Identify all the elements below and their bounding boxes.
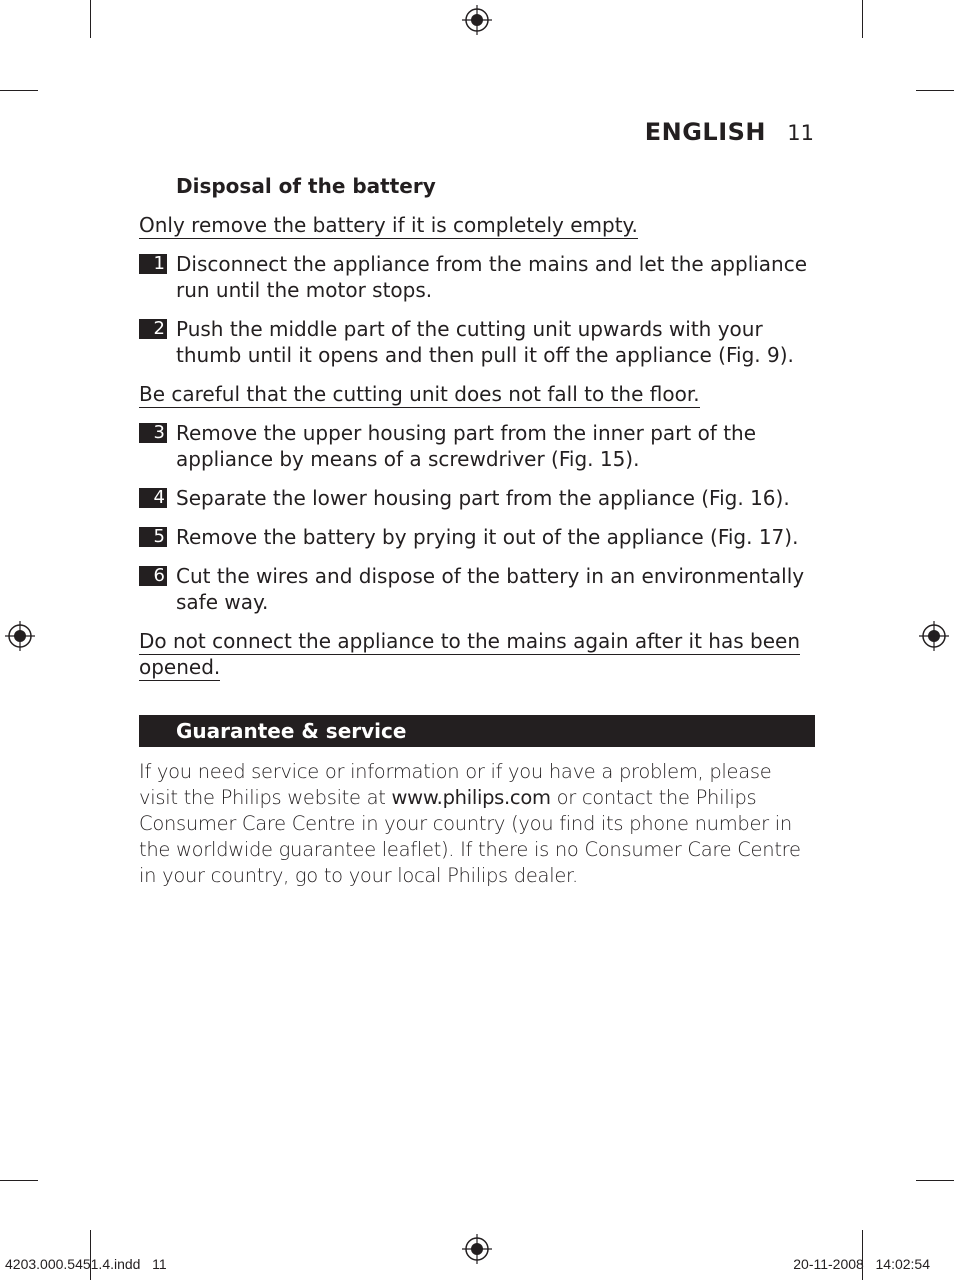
instruction-step: [139, 316, 815, 368]
instruction-step: [139, 485, 815, 511]
page-content: [139, 172, 815, 889]
step-number: 3: [139, 423, 167, 443]
crop-mark: [0, 90, 38, 91]
crop-mark: [90, 0, 91, 38]
crop-mark: [90, 1230, 91, 1280]
step-text: Disconnect the appliance from the mains and let the appliance run until the motor stops.: [176, 252, 808, 302]
step-text: Cut the wires and dispose of the battery in an environmentally safe way.: [176, 564, 805, 614]
guarantee-text-part: or contact the Philips Consumer Care Centre in your country (you find its phone number in the worldwide guarantee leaflet). If there is no Consumer Care Centre in your country, go to your local Philips dealer.: [139, 786, 801, 887]
guarantee-paragraph: [139, 759, 815, 889]
guarantee-text-part: If you need service or information or if you have a problem, please visit the Philips website at: [139, 760, 772, 809]
crop-mark: [916, 90, 954, 91]
registration-mark-icon: [462, 1234, 492, 1264]
registration-mark-icon: [462, 5, 492, 35]
crop-mark: [916, 1180, 954, 1181]
page-number: 11: [787, 121, 814, 145]
crop-mark: [862, 1230, 863, 1280]
crop-mark: [0, 1180, 38, 1181]
warning-note: Only remove the battery if it is completely empty.: [139, 213, 638, 237]
step-number: 1: [139, 254, 167, 274]
print-slug-datetime: 20-11-2008 14:02:54: [793, 1256, 930, 1272]
registration-mark-icon: [5, 621, 35, 651]
website-link[interactable]: www.philips.com: [391, 786, 551, 809]
step-number: 6: [139, 566, 167, 586]
warning-note: Do not connect the appliance to the mains again after it has been opened.: [139, 629, 800, 679]
crop-mark: [862, 0, 863, 38]
warning-note: Be careful that the cutting unit does not fall to the floor.: [139, 382, 700, 406]
step-text: Separate the lower housing part from the appliance (Fig. 16).: [176, 486, 790, 510]
registration-mark-icon: [919, 621, 949, 651]
instruction-step: [139, 420, 815, 472]
step-number: 2: [139, 319, 167, 339]
section-heading-battery-disposal: Disposal of the battery: [176, 174, 436, 198]
step-number: 4: [139, 488, 167, 508]
instruction-step: [139, 563, 815, 615]
step-text: Push the middle part of the cutting unit upwards with your thumb until it opens and then pull it off the appliance (Fig. 9).: [176, 317, 794, 367]
step-text: Remove the battery by prying it out of the appliance (Fig. 17).: [176, 525, 799, 549]
step-text: Remove the upper housing part from the inner part of the appliance by means of a screwdriver (Fig. 15).: [176, 421, 757, 471]
instruction-step: [139, 251, 815, 303]
language-label: ENGLISH: [644, 118, 766, 146]
step-number: 5: [139, 527, 167, 547]
page-header: [0, 118, 954, 152]
print-slug-file: 4203.000.5451.4.indd 11: [5, 1256, 167, 1272]
instruction-step: [139, 524, 815, 550]
section-heading-guarantee: Guarantee & service: [139, 715, 815, 747]
